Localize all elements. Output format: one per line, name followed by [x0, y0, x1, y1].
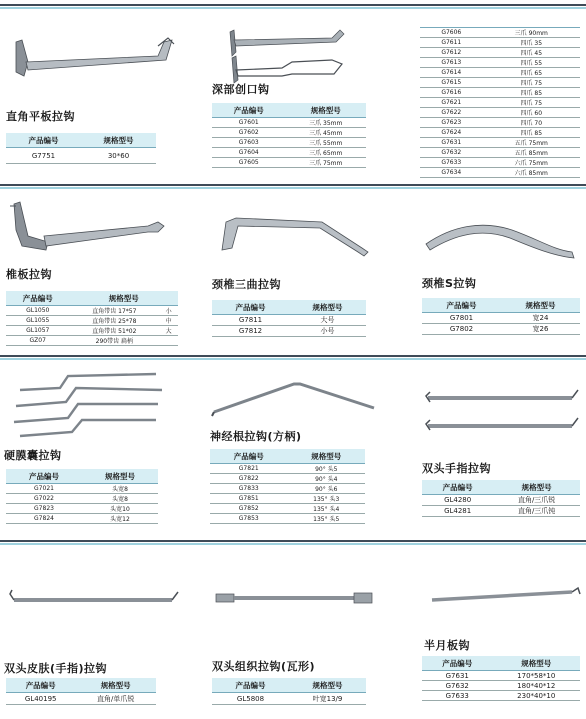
table-row [212, 315, 366, 326]
table-row [6, 336, 178, 346]
product-spec: 头宽12 [82, 514, 158, 524]
double-finger-retractor-image [422, 384, 582, 440]
table-row [420, 58, 580, 68]
product-size [159, 336, 178, 346]
product-code: GL4281 [422, 506, 493, 517]
product-spec: 直角带齿 25*78 [69, 316, 159, 326]
product-spec: 宽24 [501, 313, 580, 324]
product-spec: 直角带齿 17*57 [69, 306, 159, 316]
table-row [212, 693, 366, 705]
table-row [212, 138, 366, 148]
column-header-spec: 规格型号 [501, 298, 580, 313]
product-spec: 230*40*10 [493, 691, 581, 701]
product-spec: 180*40*12 [493, 681, 581, 691]
product-spec: 小号 [289, 326, 366, 337]
product-spec: 五爪 75mm [483, 138, 580, 148]
column-header-spec: 规格型号 [493, 480, 580, 495]
product-code: GL1055 [6, 316, 69, 326]
product-code: G7751 [6, 148, 81, 164]
product-title: 双头组织拉钩(瓦形) [212, 660, 316, 673]
product-code: G7605 [212, 158, 286, 168]
product-spec: 三爪 55mm [286, 138, 367, 148]
product-code: G7824 [6, 514, 82, 524]
product-spec: 四爪 75 [483, 98, 580, 108]
table-row [420, 28, 580, 38]
product-code: GL40195 [6, 693, 75, 705]
product-spec: 六爪 85mm [483, 168, 580, 178]
table-row [210, 514, 365, 524]
table-row [420, 48, 580, 58]
product-title: 颈椎三曲拉钩 [212, 278, 281, 291]
column-header-code: 产品编号 [212, 300, 289, 315]
table-row [6, 148, 156, 164]
product-table [6, 678, 156, 705]
product-spec: 170*58*10 [493, 671, 581, 681]
product-table-continued [420, 27, 580, 178]
column-header-spec: 规格型号 [289, 678, 366, 693]
product-title: 神经根拉钩(方柄) [210, 430, 302, 443]
product-spec: 三爪 90mm [483, 28, 580, 38]
product-code: G7631 [422, 671, 493, 681]
product-code: G7602 [212, 128, 286, 138]
dural-sac-retractor-image [6, 370, 166, 440]
table-row [420, 138, 580, 148]
product-spec: 头宽10 [82, 504, 158, 514]
product-code: G7612 [420, 48, 483, 58]
product-code: G7631 [420, 138, 483, 148]
product-code: G7624 [420, 128, 483, 138]
product-code: G7851 [210, 494, 288, 504]
product-code: G7606 [420, 28, 483, 38]
product-code: GL4280 [422, 495, 493, 506]
column-header-spec: 规格型号 [493, 656, 581, 671]
lamina-retractor-image [8, 200, 178, 258]
product-spec: 四爪 85 [483, 88, 580, 98]
column-header-code: 产品编号 [210, 449, 288, 464]
product-code: G7634 [420, 168, 483, 178]
column-header-code: 产品编号 [6, 469, 82, 484]
product-code: G7811 [212, 315, 289, 326]
table-row [210, 504, 365, 514]
product-code: G7801 [422, 313, 501, 324]
product-spec: 头宽8 [82, 494, 158, 504]
table-row [420, 68, 580, 78]
table-row [420, 108, 580, 118]
column-header-spec: 规格型号 [286, 103, 367, 118]
product-table [212, 678, 366, 705]
product-spec: 90° 头5 [288, 464, 366, 474]
product-spec: 135° 头4 [288, 504, 366, 514]
column-header-code: 产品编号 [212, 103, 286, 118]
table-row [422, 681, 580, 691]
product-table [212, 103, 366, 168]
product-spec: 135° 头3 [288, 494, 366, 504]
table-row [212, 326, 366, 337]
flat-retractor-image [8, 32, 188, 78]
product-spec: 叶宽13/9 [289, 693, 366, 705]
product-code: GL1057 [6, 326, 69, 336]
table-row [6, 494, 158, 504]
double-tissue-retractor-image [212, 588, 378, 608]
deep-wound-retractor-image [222, 28, 352, 84]
meniscus-hook-image [422, 584, 582, 608]
product-spec: 头宽8 [82, 484, 158, 494]
product-spec: 宽26 [501, 324, 580, 335]
product-code: G7632 [422, 681, 493, 691]
product-code: G7611 [420, 38, 483, 48]
product-spec: 直角带齿 51*02 [69, 326, 159, 336]
table-row [422, 506, 580, 517]
product-code: G7852 [210, 504, 288, 514]
product-code: G7802 [422, 324, 501, 335]
product-size: 小 [159, 306, 178, 316]
product-code: G7021 [6, 484, 82, 494]
table-row [6, 504, 158, 514]
product-spec: 四爪 85 [483, 128, 580, 138]
product-spec: 四爪 45 [483, 48, 580, 58]
product-spec: 四爪 35 [483, 38, 580, 48]
section-divider [0, 184, 586, 190]
product-spec: 90° 头6 [288, 484, 366, 494]
product-table [210, 449, 365, 524]
column-header-code: 产品编号 [422, 298, 501, 313]
product-code: G7821 [210, 464, 288, 474]
product-spec: 三爪 65mm [286, 148, 367, 158]
product-title: 直角平板拉钩 [6, 110, 75, 123]
product-code: G7833 [210, 484, 288, 494]
column-header-code: 产品编号 [6, 133, 81, 148]
cervical-three-bend-retractor-image [212, 206, 382, 258]
product-code: G7603 [212, 138, 286, 148]
product-spec: 大号 [289, 315, 366, 326]
column-header-code: 产品编号 [422, 480, 493, 495]
product-spec: 四爪 65 [483, 68, 580, 78]
column-header-spec: 规格型号 [289, 300, 366, 315]
table-row [422, 313, 580, 324]
product-title: 双头皮肤(手指)拉钩 [4, 662, 108, 675]
product-title: 双头手指拉钩 [422, 462, 491, 475]
table-row [420, 168, 580, 178]
table-row [420, 78, 580, 88]
table-row [422, 671, 580, 681]
product-title: 深部创口钩 [212, 83, 270, 96]
section-divider [0, 355, 586, 361]
double-skin-retractor-image [4, 586, 184, 610]
table-row [212, 158, 366, 168]
product-table [6, 133, 156, 164]
product-code: G7823 [6, 504, 82, 514]
column-header-spec: 规格型号 [82, 469, 158, 484]
product-size: 大 [159, 326, 178, 336]
product-spec: 直角/三爪钝 [493, 506, 580, 517]
section-divider [0, 540, 586, 546]
nerve-root-retractor-image [210, 378, 380, 418]
product-code: G7604 [212, 148, 286, 158]
product-spec: 六爪 75mm [483, 158, 580, 168]
column-header-spec: 规格型号 [69, 291, 178, 306]
product-code: GL5808 [212, 693, 289, 705]
product-spec: 直角/三爪锐 [493, 495, 580, 506]
product-code: G7853 [210, 514, 288, 524]
product-spec: 30*60 [81, 148, 156, 164]
column-header-code: 产品编号 [422, 656, 493, 671]
table-row [210, 484, 365, 494]
column-header-code: 产品编号 [212, 678, 289, 693]
table-row [6, 693, 156, 705]
product-code: G7022 [6, 494, 82, 504]
product-table [212, 300, 366, 337]
table-row [422, 324, 580, 335]
cervical-s-retractor-image [422, 210, 582, 262]
product-title: 椎板拉钩 [6, 268, 52, 281]
column-header-code: 产品编号 [6, 291, 69, 306]
product-spec: 四爪 60 [483, 108, 580, 118]
table-row [212, 118, 366, 128]
product-spec: 四爪 75 [483, 78, 580, 88]
table-row [212, 148, 366, 158]
product-table [6, 291, 178, 346]
product-spec: 五爪 85mm [483, 148, 580, 158]
product-table [422, 298, 580, 335]
table-row [210, 474, 365, 484]
product-code: G7621 [420, 98, 483, 108]
table-row [420, 158, 580, 168]
table-row [420, 148, 580, 158]
table-row [420, 128, 580, 138]
product-code: G7601 [212, 118, 286, 128]
product-code: G7632 [420, 148, 483, 158]
product-spec: 135° 头5 [288, 514, 366, 524]
section-divider [0, 4, 586, 10]
column-header-spec: 规格型号 [288, 449, 366, 464]
product-table [6, 469, 158, 524]
product-code: GL1050 [6, 306, 69, 316]
table-row [212, 128, 366, 138]
product-code: G7822 [210, 474, 288, 484]
table-row [420, 88, 580, 98]
table-row [6, 326, 178, 336]
column-header-code: 产品编号 [6, 678, 75, 693]
product-spec: 三爪 75mm [286, 158, 367, 168]
product-code: G7633 [420, 158, 483, 168]
product-size: 中 [159, 316, 178, 326]
product-code: G7616 [420, 88, 483, 98]
product-title: 半月板钩 [424, 639, 470, 652]
product-spec: 四爪 55 [483, 58, 580, 68]
product-code: G7812 [212, 326, 289, 337]
product-title: 硬膜囊拉钩 [4, 449, 62, 462]
table-row [420, 98, 580, 108]
product-spec: 90° 头4 [288, 474, 366, 484]
column-header-spec: 规格型号 [81, 133, 156, 148]
table-row [422, 495, 580, 506]
table-row [6, 484, 158, 494]
product-table [422, 480, 580, 517]
product-spec: 三爪 45mm [286, 128, 367, 138]
table-row [420, 38, 580, 48]
product-title: 颈椎S拉钩 [422, 277, 477, 290]
product-table [422, 656, 580, 701]
product-code: G7623 [420, 118, 483, 128]
table-row [6, 306, 178, 316]
product-code: G7614 [420, 68, 483, 78]
product-spec: 三爪 35mm [286, 118, 367, 128]
product-code: G7615 [420, 78, 483, 88]
table-row [6, 514, 158, 524]
table-row [210, 494, 365, 504]
product-code: G7633 [422, 691, 493, 701]
product-spec: 四爪 70 [483, 118, 580, 128]
product-code: G7613 [420, 58, 483, 68]
product-code: GZ07 [6, 336, 69, 346]
column-header-spec: 规格型号 [75, 678, 156, 693]
product-code: G7622 [420, 108, 483, 118]
product-spec: 290带齿 扁柄 [69, 336, 159, 346]
table-row [6, 316, 178, 326]
product-spec: 直角/单爪锐 [75, 693, 156, 705]
table-row [422, 691, 580, 701]
table-row [420, 118, 580, 128]
table-row [210, 464, 365, 474]
